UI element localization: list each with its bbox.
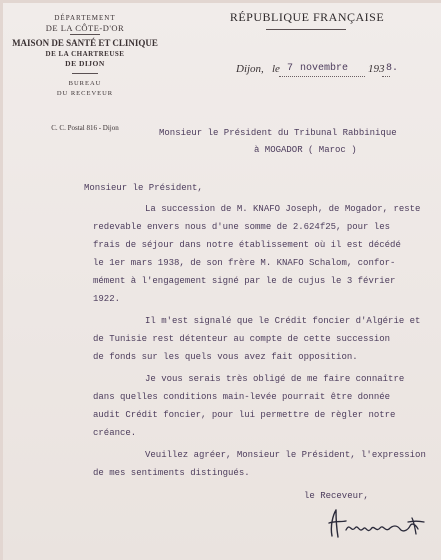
- date-dotted-line: [382, 76, 390, 77]
- body-line: Je vous serais très obligé de me faire connaître: [145, 374, 405, 384]
- body-line: dans quelles conditions main-levée pourrait être donnée: [93, 392, 391, 402]
- letterhead-postal: C. C. Postal 816 - Dijon: [51, 124, 119, 132]
- body-line: de Tunisie rest détenteur au compte de cette succession: [93, 334, 391, 344]
- letterhead-institution-city: DE DIJON: [65, 59, 105, 68]
- republic-underline: [266, 29, 346, 30]
- closing: le Receveur,: [304, 491, 369, 501]
- body-line: frais de séjour dans notre établissement où il est décédé: [93, 240, 401, 250]
- body-line: de mes sentiments distingués.: [93, 468, 250, 478]
- letterhead-institution-sub: DE LA CHARTREUSE: [45, 50, 125, 58]
- letterhead-divider: [70, 34, 100, 35]
- body-line: de fonds sur les quels vous avez fait opposition.: [93, 352, 358, 362]
- dateline: [0, 63, 441, 77]
- signature: [324, 506, 434, 542]
- body-line: Il m'est signalé que le Crédit foncier d'Algérie et: [145, 316, 421, 326]
- republic-heading: RÉPUBLIQUE FRANÇAISE: [229, 10, 385, 24]
- recipient-line: Monsieur le Président du Tribunal Rabbinique: [159, 128, 397, 138]
- body-line: La succession de M. KNAFO Joseph, de Mogador, reste: [145, 204, 421, 214]
- date-city: Dijon,: [236, 63, 264, 75]
- salutation: Monsieur le Président,: [84, 183, 203, 193]
- date-year-prefix: 193: [368, 63, 385, 75]
- recipient-city: à MOGADOR ( Maroc ): [254, 145, 357, 155]
- paper-edge-top: [0, 0, 441, 3]
- letterhead-institution: MAISON DE SANTÉ ET CLINIQUE: [12, 38, 158, 48]
- date-le: le: [272, 63, 280, 75]
- date-day: 7: [287, 63, 294, 74]
- body-line: 1922.: [93, 294, 121, 304]
- letterhead-office-sub: DU RECEVEUR: [56, 90, 114, 97]
- body-line: audit Crédit foncier, pour lui permettre de règler notre: [93, 410, 396, 420]
- letterhead-department: DÉPARTEMENT: [54, 14, 116, 22]
- date-month: novembre: [300, 63, 349, 74]
- date-dotted-line: [279, 76, 365, 77]
- body-line: le 1er mars 1938, de son frère M. KNAFO Schalom, confor-: [93, 258, 396, 268]
- body-line: redevable envers nous d'une somme de 2.624f25, pour les: [93, 222, 391, 232]
- letterhead-department-name: DE LA CÔTE-D'OR: [45, 23, 125, 33]
- date-year-digit: 8.: [386, 63, 399, 74]
- letterhead-office: BUREAU: [68, 80, 102, 87]
- body-line: mément à l'engagement signé par le de cujus le 3 février: [93, 276, 396, 286]
- body-line: Veuillez agréer, Monsieur le Président, l'expression: [145, 450, 426, 460]
- body-line: créance.: [93, 428, 137, 438]
